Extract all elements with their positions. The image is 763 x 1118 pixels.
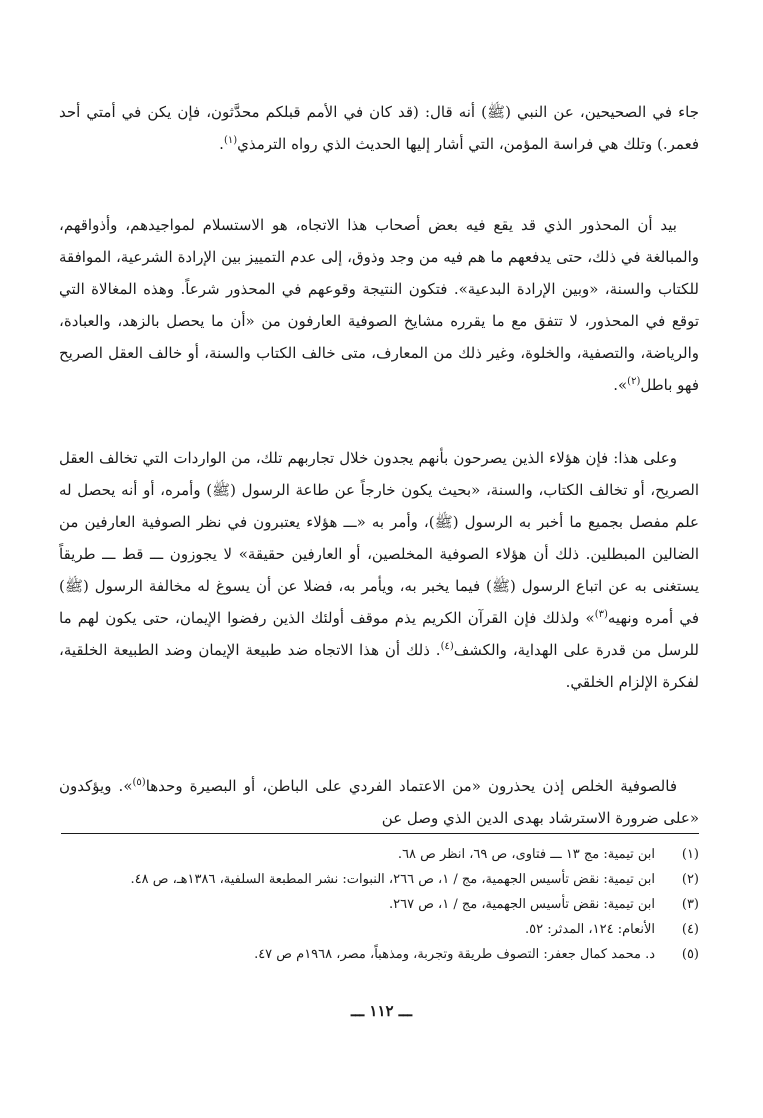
paragraph-tail: . bbox=[219, 135, 224, 153]
footnote-item bbox=[59, 942, 699, 967]
footnote-item bbox=[59, 867, 699, 892]
paragraph-tail: » ولذلك فإن القرآن الكريم يذم موقف أولئك الذين رفضوا الإيمان، حتى يكون لهم ما للرسل من قدرة على الهداية، والكشف bbox=[59, 609, 699, 659]
footnotes-section bbox=[59, 842, 699, 967]
footnote-text: د. محمد كمال جعفر: التصوف طريقة وتجربة، ومذهباً، مصر، ١٩٦٨م ص ٤٧. bbox=[254, 947, 655, 962]
footnote-number: (٣) bbox=[681, 897, 699, 912]
footnote-number: (٤) bbox=[681, 922, 699, 937]
footnote-text: ابن تيمية: نقض تأسيس الجهمية، مج / ١، ص ٢٦٦، النبوات: نشر المطبعة السلفية، ١٣٨٦هـ، ص ٤٨. bbox=[130, 872, 655, 887]
footnote-marker[interactable]: (٤) bbox=[440, 641, 454, 652]
paragraph-hadith bbox=[59, 96, 699, 160]
paragraph-tail: ». bbox=[613, 376, 628, 394]
footnote-text: ابن تيمية: نقض تأسيس الجهمية، مج / ١، ص ٢٦٧. bbox=[388, 897, 655, 912]
footnote-divider bbox=[61, 833, 699, 834]
footnote-marker[interactable]: (١) bbox=[223, 135, 238, 146]
footnote-text: ابن تيمية: مج ١٣ ـــ فتاوى، ص ٦٩، انظر ص ٦٨. bbox=[397, 847, 655, 862]
footnote-marker[interactable]: (٥) bbox=[132, 777, 146, 788]
paragraph-tail: ». ويؤكدون «على ضرورة الاسترشاد بهدى الدين الذي وصل عن bbox=[59, 777, 699, 827]
footnote-number: (٢) bbox=[681, 872, 699, 887]
footnote-marker[interactable]: (٣) bbox=[594, 609, 608, 620]
page-number: ـــ ١١٢ ـــ bbox=[351, 1002, 412, 1020]
paragraph-caution bbox=[59, 209, 699, 401]
footnote-item bbox=[59, 842, 699, 867]
footnote-item bbox=[59, 892, 699, 917]
paragraph-text: جاء في الصحيحين، عن النبي (ﷺ) أنه قال: (قد كان في الأمم قبلكم محدَّثون، فإن يكن في أمتي أحد فعمر.) وتلك هي فراسة المؤمن، التي أشار إليها الحديث الذي رواه الترمذي bbox=[59, 103, 699, 153]
paragraph-tail: . ذلك أن هذا الاتجاه ضد طبيعة الإيمان وضد الطبيعة الخلقية، لفكرة الإلزام الخلقي. bbox=[59, 641, 699, 691]
footnote-marker[interactable]: (٢) bbox=[627, 376, 641, 387]
footnote-number: (٥) bbox=[681, 947, 699, 962]
paragraph-text: فالصوفية الخلص إذن يحذرون «من الاعتماد الفردي على الباطن، أو البصيرة وحدها bbox=[145, 777, 677, 795]
paragraph-text: بيد أن المحذور الذي قد يقع فيه بعض أصحاب هذا الاتجاه، هو الاستسلام لمواجيدهم، وأذواقهم، والمبالغة في ذلك، حتى يدفعهم ما هم فيه من وجد وذوق، إلى عدم التمييز بين الإرادة الشرعية، الموافقة للكتاب والسنة، «وبين الإرادة البدعية». فتكون النتيجة وقوعهم في المحذور شرعاً. وهذه المغالاة التي توقع في المحذور، لا تتفق مع ما يقرره مشايخ الصوفية العارفون من «أن ما يحصل بالزهد، والعبادة، والرياضة، والتصفية، والخلوة، وغير ذلك من المعارف، متى خالف الكتاب والسنة، أو خالف العقل الصريح فهو باطل bbox=[59, 216, 699, 394]
paragraph-argument bbox=[59, 442, 699, 698]
paragraph-text: وعلى هذا: فإن هؤلاء الذين يصرحون بأنهم يجدون خلال تجاربهم تلك، من الواردات التي تخالف العقل الصريح، أو تخالف الكتاب، والسنة، «بحيث يكون خارجاً عن طاعة الرسول (ﷺ) وأمره، أو أنه يحصل له علم مفصل بجميع ما أخبر به الرسول (ﷺ)، وأمر به «ـــ هؤلاء يعتبرون في نظر الصوفية العارفين من الضالين المبطلين. ذلك أن هؤلاء الصوفية المخلصين، أو العارفين حقيقة» لا يجوزون ـــ قط ـــ طريقاً يستغنى به عن اتباع الرسول (ﷺ) فيما يخبر به، ويأمر به، فضلا عن أن يسوغ له مخالفة الرسول (ﷺ) في أمره ونهيه bbox=[59, 449, 699, 627]
paragraph-conclusion bbox=[59, 770, 699, 834]
footnote-text: الأنعام: ١٢٤، المدثر: ٥٢. bbox=[524, 922, 655, 937]
footnote-number: (١) bbox=[681, 847, 699, 862]
footnote-item bbox=[59, 917, 699, 942]
